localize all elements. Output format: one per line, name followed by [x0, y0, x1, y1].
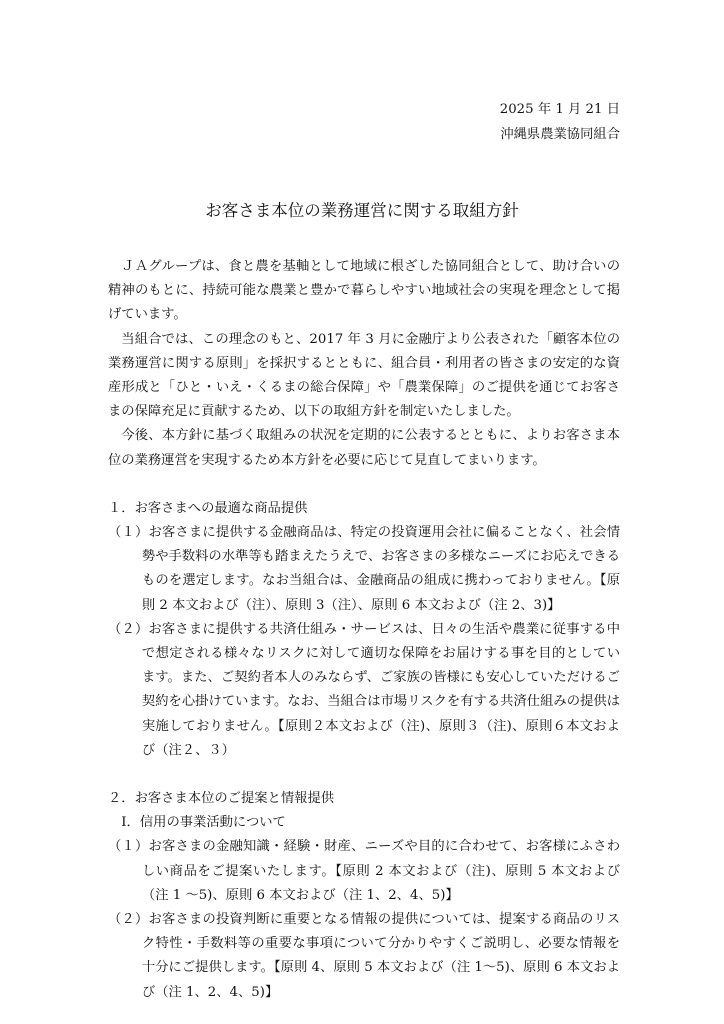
list-item: （１）お客さまに提供する金融商品は、特定の投資運用会社に偏ることなく、社会情勢や手数料の水準等も踏まえたうえで、お客さまの多様なニーズにお応えできるものを選定します。なお当組合は、金融商品の組成に携わっておりません。【原則 2 本文および（注）、原則 3（注）、原則 6 本文および（注 2、3)】 — [108, 525, 620, 613]
subsection-heading: Ⅰ．信用の事業活動について — [121, 815, 286, 831]
document-header — [500, 98, 620, 147]
spacer — [108, 763, 620, 787]
section-heading: ２．お客さま本位のご提案と情報提供 — [108, 791, 335, 807]
intro-paragraph: 当組合では、この理念のもと、2017 年 3 月に金融庁より公表された「顧客本位の業務運営に関する原則」を採択するとともに、組合員・利用者の皆さまの安定的な資産形成と「ひと・いえ・くるまの総合保障」や「農業保障」のご提供を通じてお客さまの保障充足に貢献するため、以下の取組方針を制定いたしました。 — [108, 331, 620, 420]
document-date: 2025 年 1 月 21 日 — [499, 102, 620, 117]
organization-name: 沖縄県農業協同組合 — [500, 126, 620, 142]
list-item: （２）お客さまに提供する共済仕組み・サービスは、日々の生活や農業に従事する中で想定される様々なリスクに対して適切な保障をお届けする事を目的としています。また、ご契約者本人のみならず、ご家族の皆様にも安心していただけるご契約を心掛けています。なお、当組合は市場リスクを有する共済仕組みの提供は実施しておりません。【原則２本文および（注)、原則３（注)、原則６本文および（注２、３） — [108, 621, 620, 758]
document-title: お客さま本位の業務運営に関する取組方針 — [205, 201, 519, 220]
intro-paragraph: 今後、本方針に基づく取組みの状況を定期的に公表するとともに、よりお客さま本位の業務運営を実現するため本方針を必要に応じて見直してまいります。 — [108, 428, 620, 468]
list-item: （１）お客さまの金融知識・経験・財産、ニーズや目的に合わせて、お客様にふさわしい商品をご提案いたします。【原則 2 本文および（注)、原則 5 本文および（注 1 ～5)、原則 6 本文および（注 1、2、4、5)】 — [108, 839, 620, 903]
intro-paragraph: ＪＡグループは、食と農を基軸として地域に根ざした協同組合として、助け合いの精神のもとに、持続可能な農業と豊かで暮らしやすい地域社会の実現を理念として掲げています。 — [108, 259, 620, 323]
section-heading: １．お客さまへの最適な商品提供 — [108, 500, 308, 516]
spacer — [108, 473, 620, 497]
list-item: （２）お客さまの投資判断に重要となる情報の提供については、提案する商品のリスク特性・手数料等の重要な事項について分かりやすくご説明し、必要な情報を十分にご提供します。【原則 4、原則 5 本文および（注 1～5)、原則 6 本文および（注 1、2、4、5)】 — [108, 912, 620, 1000]
document-body — [108, 255, 620, 1005]
